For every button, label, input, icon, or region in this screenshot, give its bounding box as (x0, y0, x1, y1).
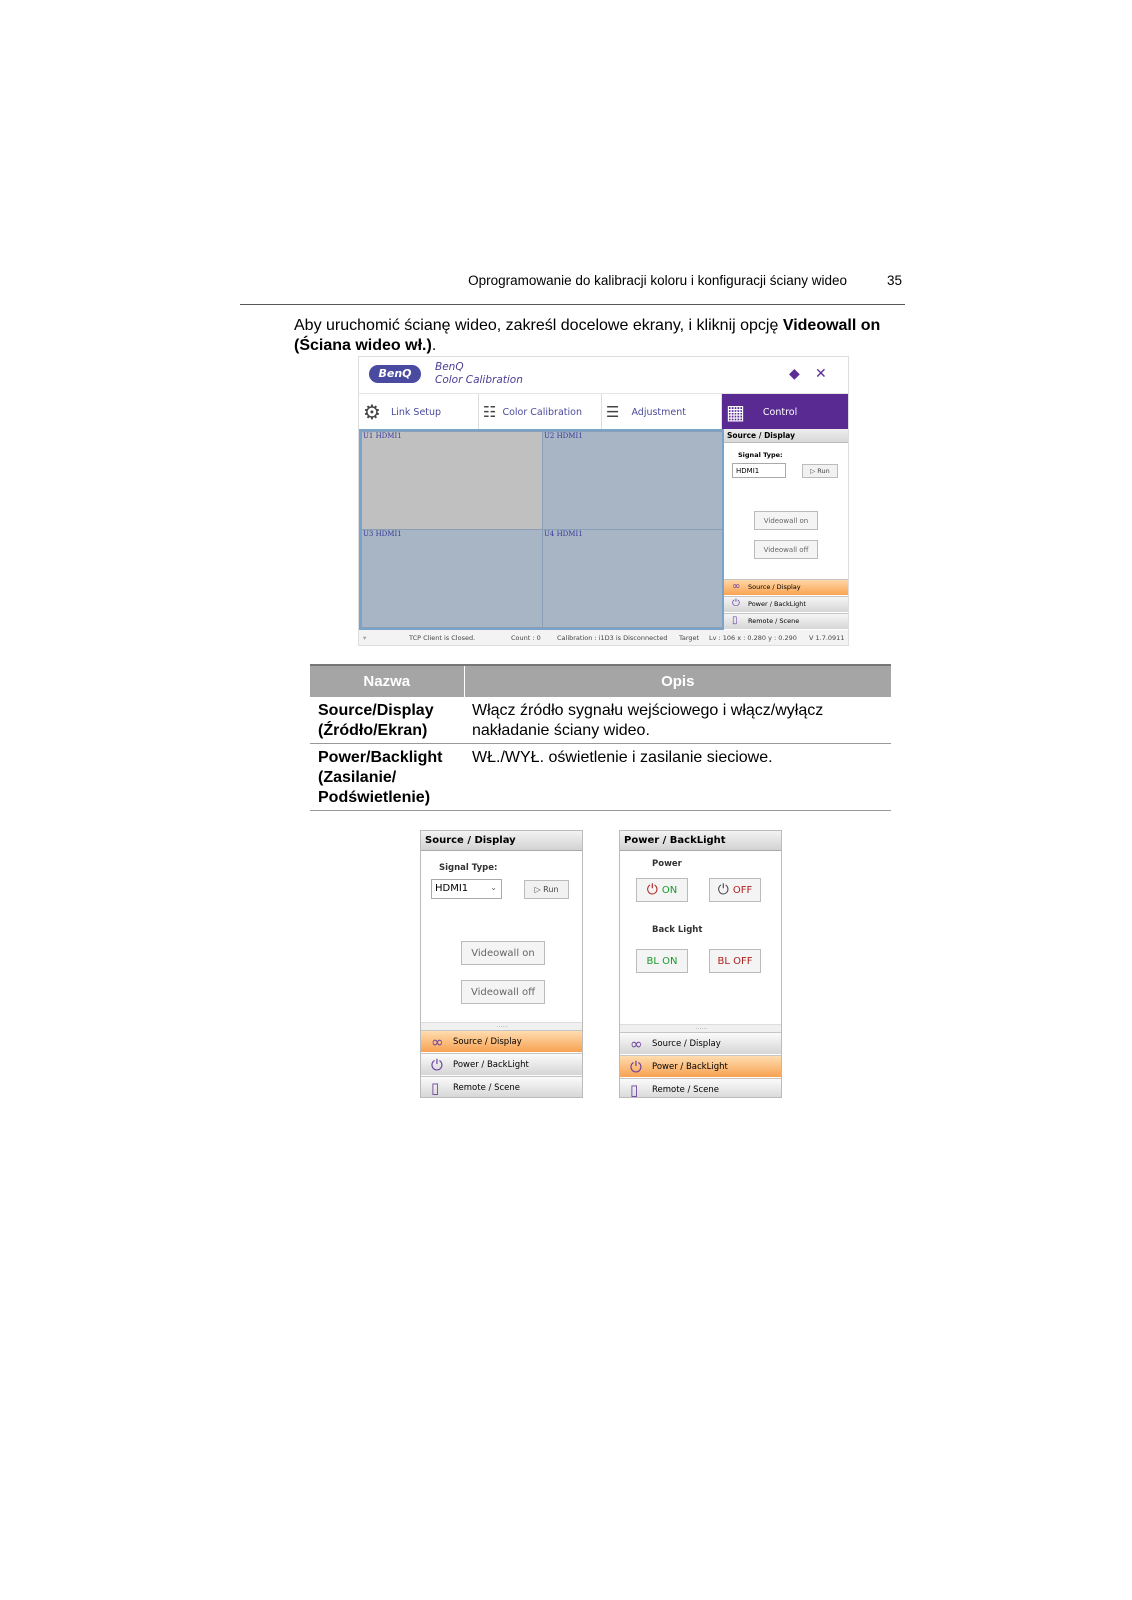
page-number: 35 (886, 273, 902, 288)
app-window (358, 356, 849, 646)
power-off-button[interactable] (709, 878, 761, 902)
table-row (310, 744, 891, 811)
wall-cell-u1[interactable] (361, 431, 543, 530)
videowall-off-button[interactable]: Videowall off (461, 980, 545, 1004)
side-tab-label: Source / Display (652, 1039, 721, 1049)
power-label: Power (652, 859, 682, 869)
side-tab-label: Remote / Scene (748, 617, 800, 625)
cell-label: U3 HDMI1 (363, 530, 402, 538)
row-name: Power/Backlight (Zasilanie/ Podświetlenie) (310, 744, 464, 811)
cell-label: U2 HDMI1 (544, 432, 583, 440)
side-header: Source / Display (724, 429, 849, 443)
column-header-desc: Opis (464, 665, 891, 697)
power-icon: ⏻ (431, 1056, 443, 1074)
remote-icon: ▯ (732, 615, 738, 626)
side-tab-label: Remote / Scene (652, 1085, 719, 1095)
panel-header: Power / BackLight (620, 831, 781, 851)
side-tab-label: Power / BackLight (652, 1062, 728, 1072)
side-tab-source-display[interactable] (421, 1030, 583, 1052)
play-icon: ▷ (534, 885, 544, 894)
side-tab-remote-scene[interactable] (620, 1078, 782, 1098)
backlight-label: Back Light (652, 925, 703, 935)
intro-paragraph (294, 316, 904, 356)
table-header-row (310, 665, 891, 697)
side-tab-remote-scene[interactable] (724, 613, 849, 629)
intro-end: . (431, 337, 437, 354)
chevron-down-icon: ⌄ (490, 883, 497, 892)
status-calibration: Calibration : i1D3 is Disconnected (557, 634, 668, 642)
tab-label: Color Calibration (502, 406, 582, 418)
side-tab-label: Power / BackLight (748, 600, 806, 608)
signal-type-label: Signal Type: (439, 863, 498, 873)
side-tab-power-backlight[interactable] (724, 596, 849, 612)
intro-text: Aby uruchomić ścianę wideo, zakreśl docelowe ekrany, i kliknij opcję (294, 317, 783, 334)
row-desc: WŁ./WYŁ. oświetlenie i zasilanie sieciowe. (464, 744, 891, 811)
diamond-icon[interactable]: ◆ (789, 366, 800, 382)
tab-link-setup[interactable] (359, 394, 479, 430)
videowall-off-button[interactable]: Videowall off (754, 540, 818, 559)
link-icon: ∞ (732, 581, 741, 592)
source-display-panel (420, 830, 583, 1098)
tab-color-calibration[interactable] (479, 394, 602, 430)
side-tab-remote-scene[interactable] (421, 1076, 583, 1098)
gear-icon: ⚙ (363, 400, 381, 424)
description-table (310, 664, 891, 811)
side-tab-source-display[interactable] (620, 1032, 782, 1054)
app-brand (435, 361, 523, 387)
status-tcp: TCP Client is Closed. (409, 634, 476, 642)
link-icon: ∞ (431, 1033, 444, 1051)
power-on-label: ON (661, 885, 678, 896)
page-header-title: Oprogramowanie do kalibracji koloru i konfiguracji ściany wideo (468, 273, 847, 288)
column-header-name: Nazwa (310, 665, 464, 697)
grid-icon: ▦ (726, 400, 745, 424)
brand-line-2: Color Calibration (435, 374, 523, 386)
videowall-on-button[interactable]: Videowall on (461, 941, 545, 965)
link-icon: ∞ (630, 1035, 643, 1053)
app-titlebar (359, 357, 848, 393)
signal-type-label: Signal Type: (738, 451, 783, 459)
cell-label: U4 HDMI1 (544, 530, 583, 538)
close-icon[interactable]: ✕ (815, 366, 827, 382)
power-icon: ⏻ (630, 1058, 642, 1076)
run-button[interactable] (524, 880, 569, 899)
side-tab-power-backlight[interactable] (620, 1055, 782, 1077)
play-icon: ▷ (810, 467, 818, 475)
wall-cell-u2[interactable] (542, 431, 724, 530)
power-backlight-panel (619, 830, 782, 1098)
app-nav (359, 393, 848, 429)
tab-adjustment[interactable] (602, 394, 722, 430)
benq-logo: BenQ (369, 365, 421, 383)
side-tab-label: Source / Display (453, 1037, 522, 1047)
tab-label: Adjustment (631, 406, 686, 418)
control-side-panel (724, 429, 849, 630)
panel-header: Source / Display (421, 831, 582, 851)
run-button[interactable] (802, 464, 838, 478)
status-arrow-icon: ▾ (363, 634, 367, 642)
side-tab-source-display[interactable] (724, 579, 849, 595)
wall-cell-u4[interactable] (542, 529, 724, 628)
status-target: Target (679, 634, 700, 642)
videowall-on-button[interactable]: Videowall on (754, 511, 818, 530)
videowall-grid[interactable] (359, 429, 724, 630)
backlight-on-button[interactable]: BL ON (636, 949, 688, 973)
page-header (240, 273, 905, 305)
table-row (310, 697, 891, 744)
row-desc: Włącz źródło sygnału wejściowego i włącz/wyłącz nakładanie ściany wideo. (464, 697, 891, 744)
remote-icon: ▯ (630, 1081, 639, 1098)
status-lv: Lv : 106 x : 0.280 y : 0.290 (709, 634, 797, 642)
signal-value: HDMI1 (435, 883, 469, 894)
status-version: V 1.7.0911 (809, 634, 845, 642)
signal-value: HDMI1 (736, 467, 760, 475)
panel-grip[interactable]: ...... (421, 1022, 583, 1030)
side-tab-label: Remote / Scene (453, 1083, 520, 1093)
side-tab-label: Power / BackLight (453, 1060, 529, 1070)
power-icon: ⏻ (732, 598, 740, 609)
run-label: Run (817, 467, 830, 475)
signal-type-select[interactable] (732, 463, 786, 478)
tab-control[interactable] (722, 394, 849, 430)
signal-type-select[interactable] (431, 879, 502, 899)
power-on-button[interactable] (636, 878, 688, 902)
power-off-label: OFF (732, 885, 753, 896)
status-count: Count : 0 (511, 634, 541, 642)
tab-label: Control (762, 406, 798, 418)
power-icon: ⏻ (717, 882, 729, 898)
run-label: Run (543, 885, 559, 894)
intro-bold: Videowall on (Ściana wideo wł.) (294, 317, 881, 354)
cell-label: U1 HDMI1 (363, 432, 402, 440)
adjust-icon: ☰ (606, 403, 620, 421)
sliders-icon: ☷ (483, 403, 497, 421)
brand-line-1: BenQ (435, 361, 464, 373)
side-tab-label: Source / Display (748, 583, 801, 591)
power-icon: ⏻ (646, 882, 658, 898)
backlight-off-button[interactable]: BL OFF (709, 949, 761, 973)
status-bar (359, 630, 848, 646)
row-name: Source/Display (Źródło/Ekran) (310, 697, 464, 744)
remote-icon: ▯ (431, 1079, 440, 1097)
tab-label: Link Setup (390, 406, 442, 418)
wall-cell-u3[interactable] (361, 529, 543, 628)
side-tab-power-backlight[interactable] (421, 1053, 583, 1075)
panel-grip[interactable]: ...... (620, 1024, 782, 1032)
